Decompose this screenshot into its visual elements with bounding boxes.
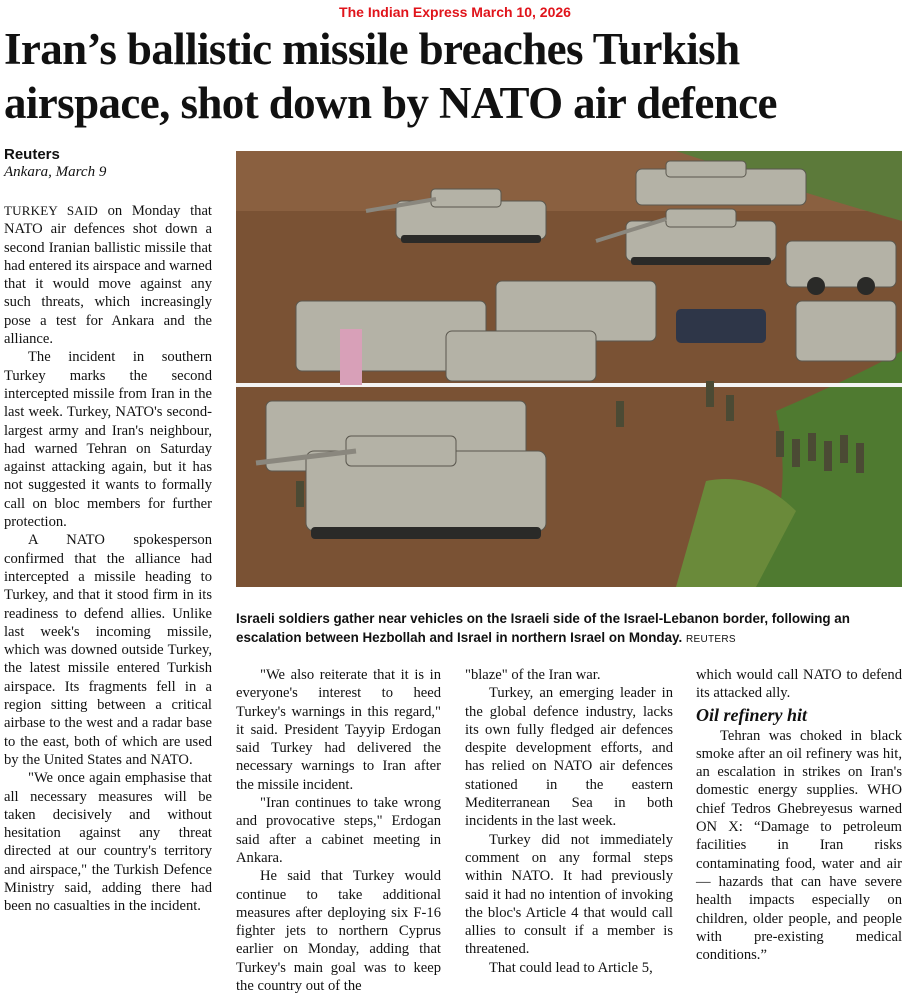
article-column-2	[236, 666, 441, 995]
paragraph: Turkey, an emerging leader in the global defence industry, lacks its own fully fledged air defences despite development efforts, and has relied on NATO air defences stationed in the eastern Mediterranean Sea in both incidents in the last week.	[465, 685, 673, 830]
lead-caps: TURKEY SAID	[4, 203, 98, 218]
headline: Iran’s ballistic missile breaches Turkish airspace, shot down by NATO air defence	[4, 24, 777, 128]
photo-caption	[236, 609, 904, 649]
paragraph: Turkey did not immediately comment on any formal steps within NATO. It had previously said it had no intention of invoking the bloc's Article 4 that would call allies to consult if a member is threatened.	[465, 831, 673, 958]
paragraph: He said that Turkey would continue to take additional measures after deploying six F-16 fighter jets to northern Cyprus earlier on Monday, adding that Turkey's main goal was to keep the country out of the	[236, 868, 441, 995]
caption-text: Israeli soldiers gather near vehicles on the Israeli side of the Israel-Lebanon border, following an escalation between Hezbollah and Israel in northern Israel on Monday.	[236, 611, 850, 645]
article-column-3	[465, 666, 673, 977]
masthead: The Indian Express March 10, 2026	[339, 4, 571, 20]
photo-illustration	[236, 151, 902, 587]
subhead: Oil refinery hit	[696, 704, 807, 725]
paragraph: That could lead to Article 5,	[489, 959, 653, 976]
paragraph: "We also reiterate that it is in everyone's interest to heed Turkey's warnings in this regard," it said. President Tayyip Erdogan said Turkey had delivered the necessary warnings to Iran after the missile incident.	[236, 667, 441, 793]
dateline: Ankara, March 9	[4, 164, 107, 180]
article-column-1	[4, 202, 212, 916]
paragraph: "Iran continues to take wrong and provocative steps," Erdogan said after a cabinet meeting in Ankara.	[236, 795, 441, 866]
lead-paragraph	[4, 202, 212, 348]
paragraph: Tehran was choked in black smoke after an oil refinery was hit, an escalation in strikes on Iran's domestic energy supplies. WHO chief Tedros Ghebreyesus warned ON X: “Damage to petroleum facilities in Iran risks contaminating food, water and air — hazards that can have severe health impacts especially on children, older people, and people with pre-existing medical conditions.”	[696, 727, 902, 964]
byline: Reuters	[4, 146, 60, 163]
paragraph: The incident in southern Turkey marks the second intercepted missile from Iran in the last week. Turkey, NATO's second-largest army and Iran's neighbour, had warned Tehran on Saturday against attacking again, but it has not suggested it wants to formally call on bloc members for further protection.	[4, 349, 212, 531]
lead-text: on Monday that NATO air defences shot down a second Iranian ballistic missile that had entered its airspace and warned that it would move against any such threats, which increasingly pose a test for Ankara and the alliance.	[4, 203, 212, 348]
paragraph-continued: "blaze" of the Iran war.	[465, 667, 601, 683]
news-photo	[236, 151, 902, 587]
photo-credit: REUTERS	[685, 634, 736, 645]
paragraph: "We once again emphasise that all necessary measures will be taken decisively and without hesitation against any threat directed at our country's territory and airspace," the Turkish Defence Ministry said, adding there had been no casualties in the incident.	[4, 770, 212, 915]
paragraph-continued: which would call NATO to defend its attacked ally.	[696, 667, 902, 702]
article-column-4	[696, 666, 902, 964]
paragraph: A NATO spokesperson confirmed that the alliance had intercepted a missile heading to Turkey, and that it stood firm in its readiness to defend allies. Unlike last week's incoming missile, which was downed outside Turkey, the latest missile entered Turkish airspace. Its fragments fell in a region sitting between a critical airbase to the west and a radar base to the east, both of which are used by the United States and NATO.	[4, 532, 212, 768]
